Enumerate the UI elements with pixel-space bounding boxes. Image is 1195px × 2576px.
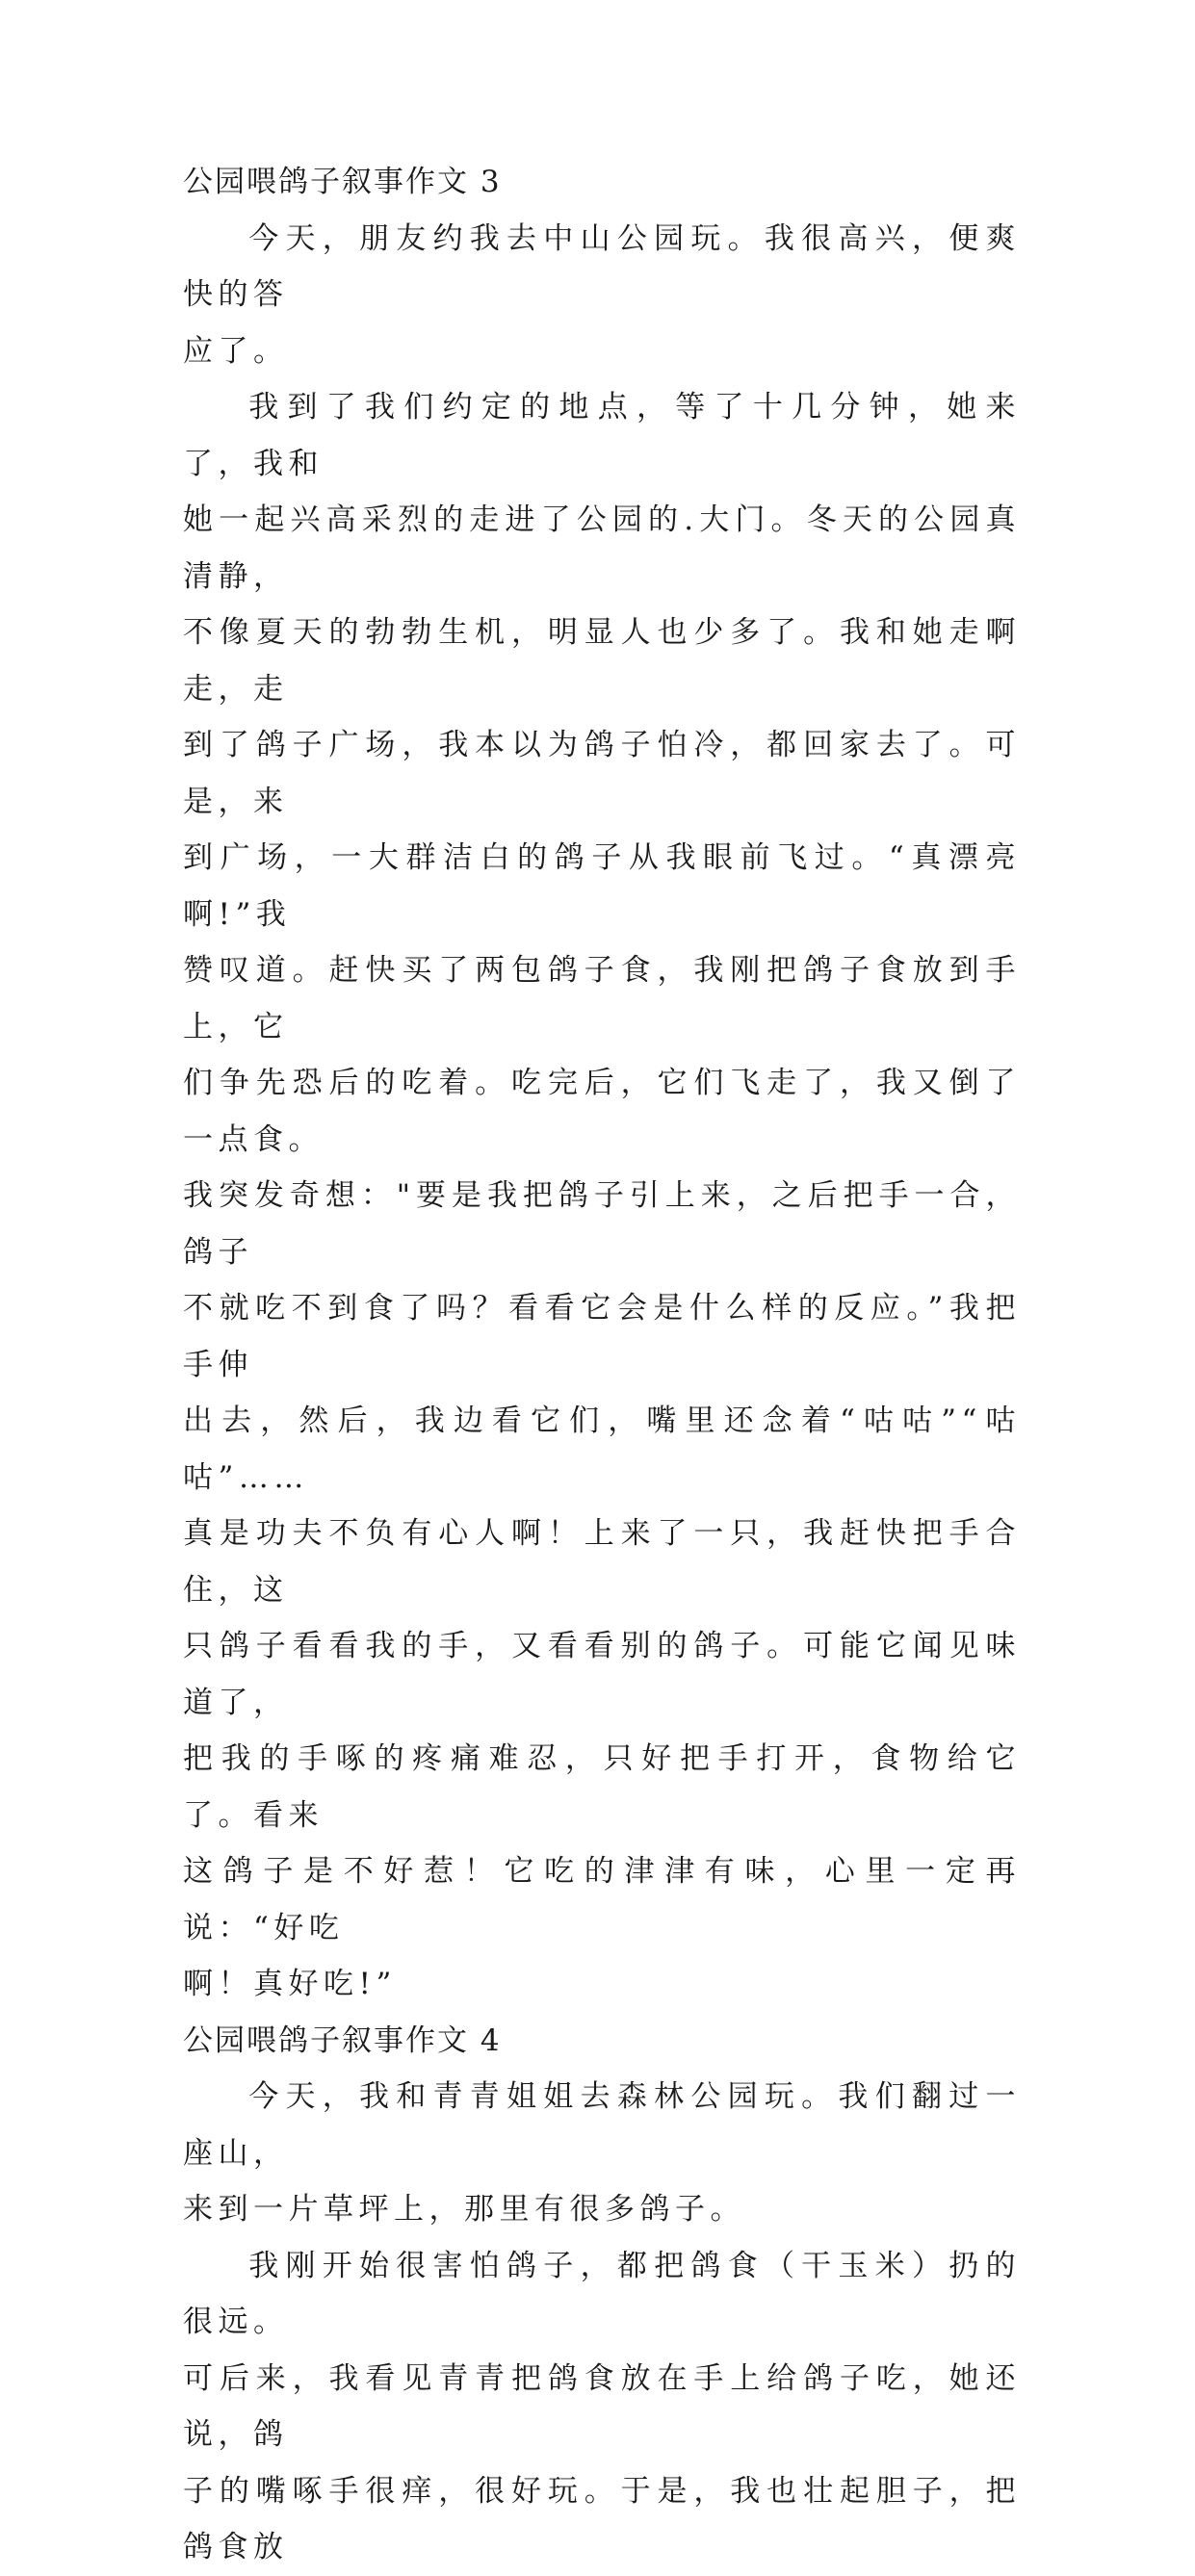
section-title: 公园喂鸽子叙事作文 3 [183, 165, 502, 199]
paragraph: 我到了我们约定的地点，等了十几分钟，她来了，我和 她一起兴高采烈的走进了公园的.大门。冬天的公园真清静， 不像夏天的勃勃生机，明显人也少多了。我和她走啊走，走 到了鸽子广场，我本以为鸽子怕冷，都回家去了。可是，来 到广场，一大群洁白的鸽子从我眼前飞过。“真漂亮啊!”我 赞叹道。赶快买了两包鸽子食，我刚把鸽子食放到手上，它 们争先恐后的吃着。吃完后，它们飞走了，我又倒了一点食。 我突发奇想："要是我把鸽子引上来，之后把手一合，鸽子 不就吃不到食了吗？看看它会是什么样的反应。”我把手伸 出去，然后，我边看它们，嘴里还念着“咕咕”“咕咕”…… 真是功夫不负有心人啊！上来了一只，我赶快把手合住，这 只鸽子看看我的手，又看看别的鸽子。可能它闻见味道了， 把我的手啄的疼痛难忍，只好把手打开，食物给它了。看来 这鸽子是不好惹！它吃的津津有味，心里一定再说：“好吃 啊！真好吃!” [183, 390, 1021, 2001]
section-title: 公园喂鸽子叙事作文 4 [183, 2022, 502, 2058]
paragraph: 今天，我和青青姐姐去森林公园玩。我们翻过一座山， 来到一片草坪上，那里有很多鸽子。 [183, 2079, 1021, 2227]
essay-section-4 [183, 2013, 1021, 2576]
essay-section-3 [183, 154, 1021, 2013]
document-body [183, 154, 1021, 2576]
paragraph: 今天，朋友约我去中山公园玩。我很高兴，便爽快的答 应了。 [183, 220, 1021, 369]
paragraph: 我刚开始很害怕鸽子，都把鸽食（干玉米）扔的很远。 可后来，我看见青青把鸽食放在手上给鸽子吃，她还说，鸽 子的嘴啄手很痒，很好玩。于是，我也壮起胆子，把鸽食放 [183, 2248, 1021, 2564]
